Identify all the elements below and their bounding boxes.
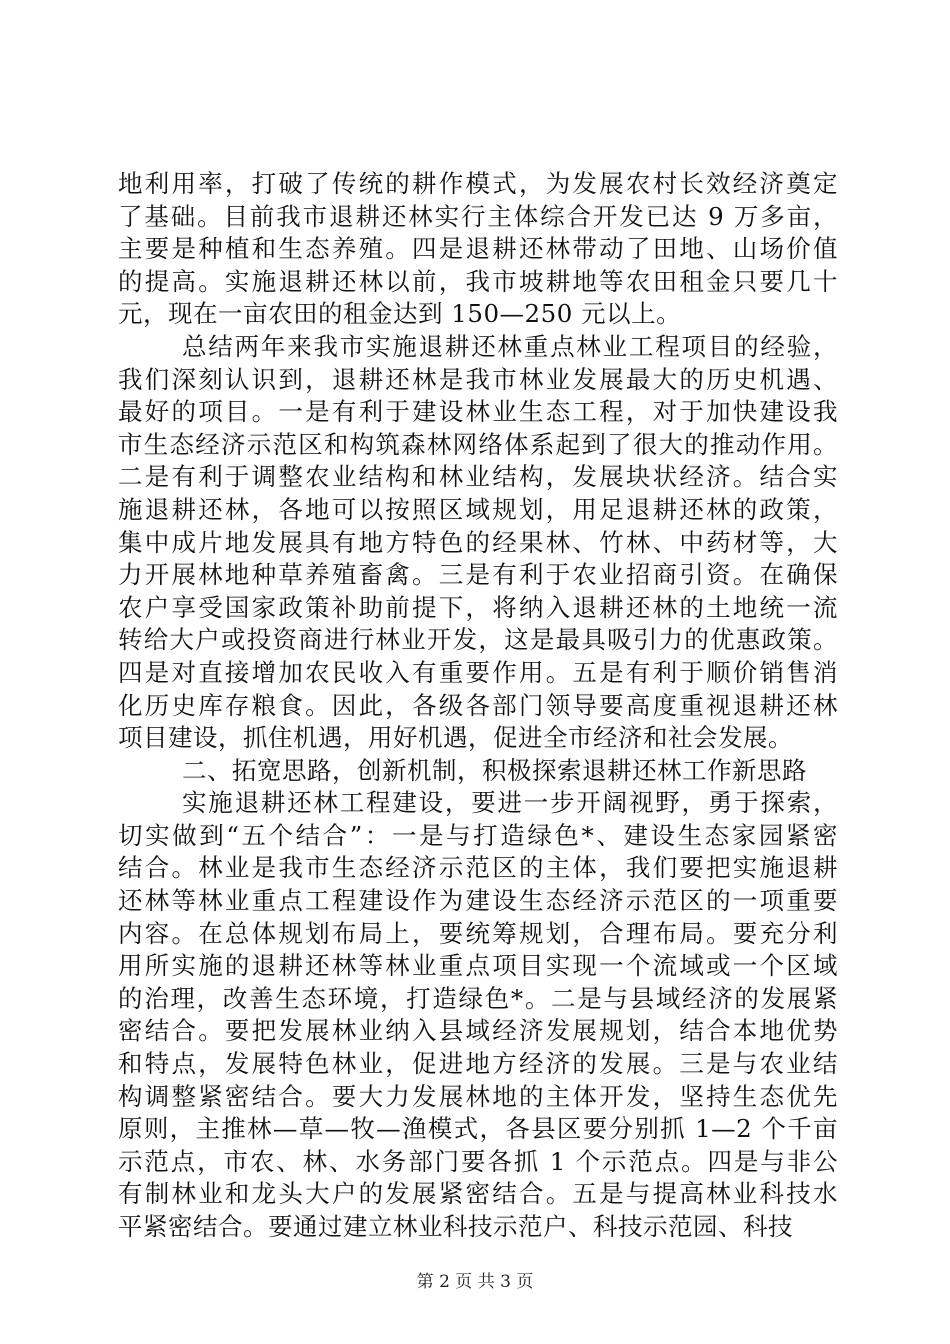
document-body	[118, 168, 838, 1244]
text-line: 地利用率，打破了传统的耕作模式，为发展农村长效经济奠定	[118, 169, 838, 198]
text-line: 切实做到“五个结合”：一是与打造绿色*、建设生态家园紧密	[118, 820, 838, 850]
text-line: 四是对直接增加农民收入有重要作用。五是有利于顺价销售消	[118, 657, 838, 687]
page-footer: 第 2 页 共 3 页	[416, 1272, 534, 1292]
text-line: 力开展林地种草养殖畜禽。三是有利于农业招商引资。在确保	[118, 560, 838, 590]
text-line: 的提高。实施退耕还林以前，我市坡耕地等农田租金只要几十	[118, 266, 838, 296]
text-line: 转给大户或投资商进行林业开发，这是最具吸引力的优惠政策。	[118, 625, 838, 655]
text-line: 的治理，改善生态环境，打造绿色*。二是与县域经济的发展紧	[118, 983, 838, 1013]
text-line: 元，现在一亩农田的租金达到 150—250 元以上。	[118, 299, 682, 329]
text-line: 市生态经济示范区和构筑森林网络体系起到了很大的推动作用。	[118, 429, 838, 459]
text-line: 施退耕还林，各地可以按照区域规划，用足退耕还林的政策，	[118, 494, 838, 524]
text-line: 内容。在总体规划布局上，要统筹规划，合理布局。要充分利	[118, 918, 838, 948]
text-line: 二、拓宽思路，创新机制，积极探索退耕还林工作新思路	[182, 755, 807, 785]
text-line: 二是有利于调整农业结构和林业结构，发展块状经济。结合实	[118, 462, 838, 492]
text-line: 用所实施的退耕还林等林业重点项目实现一个流域或一个区域	[118, 951, 838, 981]
text-line: 构调整紧密结合。要大力发展林地的主体开发，坚持生态优先	[118, 1081, 838, 1111]
text-line: 密结合。要把发展林业纳入县域经济发展规划，结合本地优势	[118, 1016, 838, 1046]
text-line: 集中成片地发展具有地方特色的经果林、竹林、中药材等，大	[118, 527, 838, 557]
text-line: 了基础。目前我市退耕还林实行主体综合开发已达 9 万多亩，	[118, 201, 838, 231]
text-line: 化历史库存粮食。因此，各级各部门领导要高度重视退耕还林	[118, 690, 838, 720]
text-line: 还林等林业重点工程建设作为建设生态经济示范区的一项重要	[118, 886, 838, 916]
text-line: 项目建设，抓住机遇，用好机遇，促进全市经济和社会发展。	[118, 723, 793, 753]
text-line: 总结两年来我市实施退耕还林重点林业工程项目的经验，	[182, 331, 838, 361]
text-line: 和特点，发展特色林业，促进地方经济的发展。三是与农业结	[118, 1049, 838, 1079]
text-line: 有制林业和龙头大户的发展紧密结合。五是与提高林业科技水	[118, 1179, 838, 1209]
text-line: 最好的项目。一是有利于建设林业生态工程，对于加快建设我	[118, 397, 838, 427]
text-line: 农户享受国家政策补助前提下，将纳入退耕还林的土地统一流	[118, 592, 838, 622]
text-line: 结合。林业是我市生态经济示范区的主体，我们要把实施退耕	[118, 853, 838, 883]
text-line: 主要是种植和生态养殖。四是退耕还林带动了田地、山场价值	[118, 234, 838, 264]
text-line: 平紧密结合。要通过建立林业科技示范户、科技示范园、科技	[118, 1212, 793, 1241]
text-line: 我们深刻认识到，退耕还林是我市林业发展最大的历史机遇、	[118, 364, 838, 394]
text-line: 原则，主推林—草—牧—渔模式，各县区要分别抓 1—2 个千亩	[118, 1114, 838, 1144]
text-line: 实施退耕还林工程建设，要进一步开阔视野，勇于探索，	[182, 788, 838, 818]
text-line: 示范点，市农、林、水务部门要各抓 1 个示范点。四是与非公	[118, 1146, 838, 1176]
